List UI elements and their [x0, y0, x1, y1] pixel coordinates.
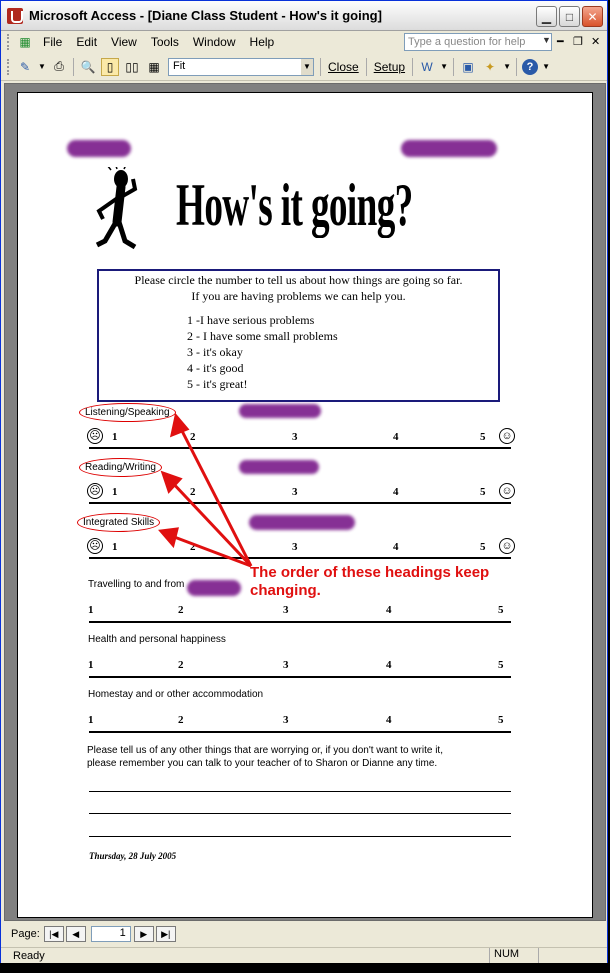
report-heading: How's it going?	[176, 172, 413, 238]
rating-number: 1	[88, 604, 94, 616]
sad-face-icon: ☹	[87, 428, 103, 444]
rating-number: 2	[178, 659, 184, 671]
database-icon[interactable]: ▦	[19, 35, 31, 49]
print-icon[interactable]: ⎙	[54, 59, 64, 73]
help-icon[interactable]: ?	[522, 59, 538, 75]
rating-number: 3	[292, 541, 298, 553]
toolbar-grip	[7, 59, 10, 75]
zoom-dropdown-icon[interactable]: ▼	[301, 59, 313, 75]
happy-face-icon: ☺	[499, 428, 515, 444]
view-icon[interactable]: ✎	[19, 59, 31, 74]
rating-row-rule	[89, 621, 511, 623]
rating-number: 1	[112, 431, 118, 443]
mdi-minimize-icon[interactable]: ━	[557, 36, 564, 48]
page-number-input[interactable]: 1	[91, 926, 131, 942]
zoom-icon[interactable]: 🔍	[80, 59, 96, 74]
last-page-button[interactable]: ▶|	[156, 926, 176, 942]
one-page-icon[interactable]: ▯	[101, 58, 119, 76]
rating-number: 5	[480, 431, 486, 443]
section-label: Travelling to and from	[88, 579, 185, 590]
menu-edit[interactable]: Edit	[76, 35, 98, 49]
menu-view[interactable]: View	[111, 35, 137, 49]
rating-number: 4	[386, 659, 392, 671]
menu-file[interactable]: File	[43, 35, 63, 49]
rating-number: 5	[498, 714, 504, 726]
toolbar-separator	[73, 58, 74, 76]
rating-number: 3	[283, 659, 289, 671]
help-search-input[interactable]: Type a question for help	[404, 33, 552, 51]
redacted-mark	[401, 140, 497, 157]
close-preview-button[interactable]: Close	[328, 59, 359, 74]
scale-item: 3 - it's okay	[187, 345, 243, 359]
closing-note-line-2: please remember you can talk to your teacher of to Sharon or Dianne any time.	[87, 758, 438, 769]
rating-number: 4	[386, 604, 392, 616]
report-date: Thursday, 28 July 2005	[89, 851, 177, 861]
mdi-restore-icon[interactable]: ❐	[573, 36, 583, 48]
write-line	[89, 813, 511, 814]
new-object-icon[interactable]: ✦	[485, 59, 496, 74]
instructions-line-2: If you are having problems we can help you.	[191, 289, 406, 303]
navigation-bar	[1, 921, 607, 947]
toolbar-separator	[320, 58, 321, 76]
annotation-arrows	[151, 411, 271, 581]
mdi-close-icon[interactable]: ✕	[591, 36, 601, 48]
access-app-icon	[7, 8, 23, 24]
toolbar-options-icon[interactable]: ▼	[542, 62, 550, 71]
title-bar	[1, 1, 607, 31]
zoom-select[interactable]	[168, 58, 314, 76]
sad-face-icon: ☹	[87, 538, 103, 554]
happy-face-icon: ☺	[499, 483, 515, 499]
scale-item: 1 -I have serious problems	[187, 313, 315, 327]
rating-number: 2	[190, 431, 196, 443]
section-label: Homestay and or other accommodation	[88, 689, 264, 700]
rating-number: 3	[283, 714, 289, 726]
multiple-pages-icon[interactable]: ▦	[148, 59, 160, 74]
rating-number: 5	[498, 604, 504, 616]
previous-page-button[interactable]: ◀	[66, 926, 86, 942]
minimize-button[interactable]: ▁	[536, 6, 557, 27]
write-line	[89, 791, 511, 792]
toolbar-separator	[412, 58, 413, 76]
rating-number: 4	[386, 714, 392, 726]
section-label: Health and personal happiness	[88, 634, 226, 645]
rating-number: 2	[190, 486, 196, 498]
help-dropdown-icon[interactable]: ▼	[542, 35, 551, 45]
redacted-mark	[187, 580, 241, 596]
menu-grip	[7, 34, 10, 50]
rating-number: 1	[88, 714, 94, 726]
toolbar-separator	[366, 58, 367, 76]
rating-number: 5	[498, 659, 504, 671]
scale-item: 5 - it's great!	[187, 377, 248, 391]
stick-figure-icon	[91, 167, 149, 267]
first-page-button[interactable]: |◀	[44, 926, 64, 942]
two-pages-icon[interactable]: ▯▯	[125, 59, 139, 74]
status-bar	[1, 947, 607, 963]
scale-item: 2 - I have some small problems	[187, 329, 338, 343]
close-window-button[interactable]: ✕	[582, 6, 603, 27]
print-preview-toolbar	[1, 53, 607, 81]
rating-row-rule	[89, 676, 511, 678]
rating-number: 2	[178, 604, 184, 616]
toolbar-separator	[453, 58, 454, 76]
annotation-callout: The order of these headings keep changing.	[250, 564, 490, 599]
scale-item: 4 - it's good	[187, 361, 244, 375]
rating-number: 2	[178, 714, 184, 726]
rating-number: 4	[393, 431, 399, 443]
rating-row-rule	[89, 731, 511, 733]
toolbar-separator	[516, 58, 517, 76]
menu-help[interactable]: Help	[249, 35, 275, 49]
rating-number: 1	[112, 486, 118, 498]
rating-number: 1	[112, 541, 118, 553]
database-window-icon[interactable]: ▣	[462, 59, 474, 74]
rating-number: 2	[190, 541, 196, 553]
redacted-mark	[67, 140, 131, 157]
rating-number: 1	[88, 659, 94, 671]
rating-number: 3	[283, 604, 289, 616]
menu-tools[interactable]: Tools	[150, 35, 179, 49]
status-ready: Ready	[13, 949, 45, 962]
zoom-value: Fit	[173, 59, 186, 72]
rating-number: 5	[480, 486, 486, 498]
new-object-dropdown-icon[interactable]: ▼	[503, 62, 511, 71]
instructions-line-1: Please circle the number to tell us about how things are going so far.	[134, 273, 463, 287]
section-label: Listening/Speaking	[79, 403, 176, 422]
menu-window[interactable]: Window	[192, 35, 236, 49]
closing-note-line-1: Please tell us of any other things that are worrying or, if you don't want to write it,	[87, 745, 443, 756]
section-label: Reading/Writing	[79, 458, 162, 477]
status-num: NUM	[489, 948, 539, 963]
view-dropdown-icon[interactable]: ▼	[38, 62, 46, 71]
rating-number: 5	[480, 541, 486, 553]
rating-number: 4	[393, 541, 399, 553]
write-line	[89, 836, 511, 837]
screen-border	[0, 963, 610, 973]
next-page-button[interactable]: ▶	[134, 926, 154, 942]
page-label: Page:	[11, 928, 40, 940]
office-links-dropdown-icon[interactable]: ▼	[440, 62, 448, 71]
sad-face-icon: ☹	[87, 483, 103, 499]
menu-bar	[1, 31, 607, 53]
maximize-button[interactable]: □	[559, 6, 580, 27]
rating-number: 3	[292, 431, 298, 443]
office-links-icon[interactable]: W	[421, 59, 433, 74]
section-label: Integrated Skills	[77, 513, 160, 532]
rating-number: 4	[393, 486, 399, 498]
happy-face-icon: ☺	[499, 538, 515, 554]
setup-button[interactable]: Setup	[373, 59, 406, 74]
window-title: Microsoft Access - [Diane Class Student - How's it going]	[29, 8, 382, 23]
rating-number: 3	[292, 486, 298, 498]
